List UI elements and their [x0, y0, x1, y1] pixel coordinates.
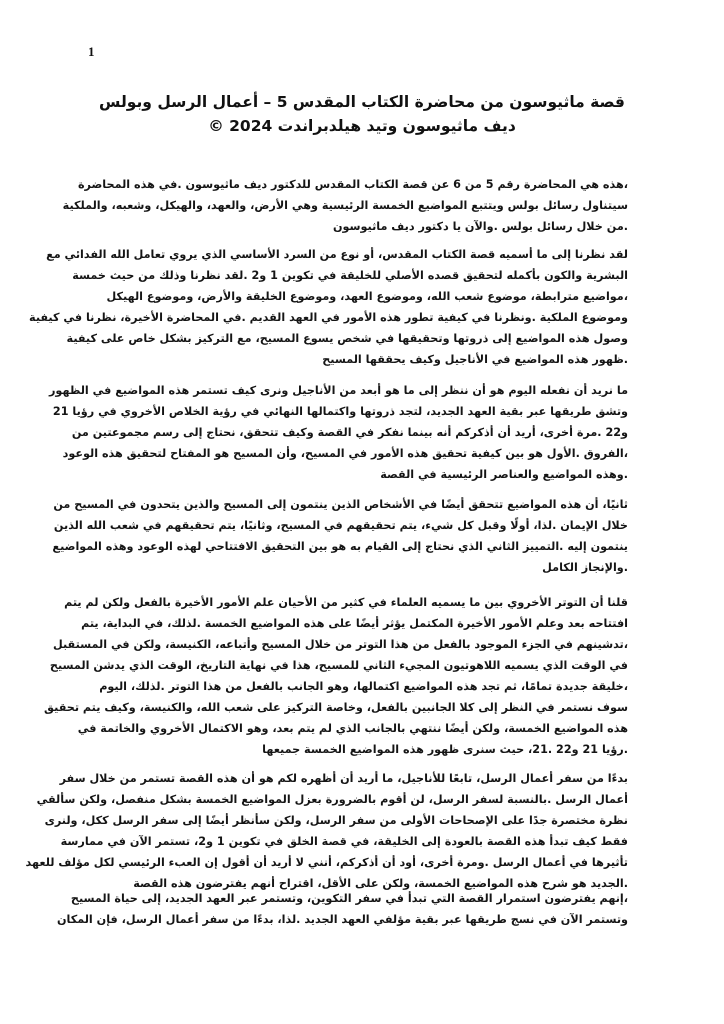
text-line: وتستمر الآن في نسج طريقها عبر بقية مؤلفي العهد الجديد .لذا، بدءًا من سفر أعمال الرسل، فإن المكان [56, 913, 628, 926]
text-line: بدءًا من سفر أعمال الرسل، تابعًا للأناجيل، ما أريد أن أظهره لكم هو أن هذه القصة تستمر من خلال سفر [59, 772, 628, 785]
text-line: البشرية والكون بأكمله لتحقيق قصده الأصلي للخليقة في تكوين 1 و2 .لقد نظرنا وذلك من حيث خمسة [72, 269, 628, 282]
text-line: ثانيًا، أن هذه المواضيع تتحقق أيضًا في الأشخاص الذين ينتمون إلى المسيح والذين يتحدون في المسيح من [53, 498, 628, 511]
text-line: خلال الإيمان .لذا، أولًا وقبل كل شيء، يتم تحقيقهم في المسيح، وثانيًا، يتم تحقيقهم في شعب الله الذين [53, 519, 628, 532]
text-line: افتتاحه بعد وعلم الأمور الأخيرة المكتمل يؤثر أيضًا على هذه المواضيع الخمسة .لذلك، في البداية، يتم [81, 617, 628, 630]
text-line: وموضوع الملكية .ونظرنا في كيفية تطور هذه الأمور في العهد القديم .في المحاضرة الأخيرة، نظرنا في كيفية [29, 311, 628, 324]
text-line: لقد نظرنا إلى ما أسميه قصة الكتاب المقدس، أو نوع من السرد الأساسي الذي يروي تعامل الله الفدائي مع [46, 248, 628, 261]
paragraph-3 [48, 380, 628, 485]
text-line: .ظهور هذه المواضيع في الأناجيل وكيف يحققها المسيح [322, 353, 628, 366]
paragraph-6 [25, 768, 628, 894]
text-line: ،إنهم يفترضون استمرار القصة التي تبدأ في سفر التكوين، وتستمر عبر العهد الجديد، إلى حياة المسيح [70, 892, 628, 905]
document-title [80, 90, 644, 138]
text-line: .الجديد هو شرح هذه المواضيع الخمسة، ولكن على الأقل، اقتراح أنهم يفترضون هذه القصة [133, 877, 628, 890]
text-line: .والإنجاز الكامل [542, 561, 628, 574]
text-line: هذه المواضيع الخمسة، ولكن أيضًا ننتهي بالجانب الذي لم يتم بعد، وهو الاكتمال الأخروي والخاتمة في [77, 722, 628, 735]
text-line: أعمال الرسل .بالنسبة لسفر الرسل، لن أقوم بالضرورة بعزل المواضيع الخمسة بشكل منفصل، ولكن سألقي [36, 793, 628, 806]
text-line: في الوقت الذي يسميه اللاهوتيون المجيء الثاني للمسيح، هذا في نهاية التاريخ، الوقت الذي يدشن المسيح [49, 659, 628, 672]
text-line: ،هذه هي المحاضرة رقم 5 من 6 عن قصة الكتاب المقدس للدكتور ديف ماثيوسون .في هذه المحاضرة [77, 178, 628, 191]
paragraph-7 [56, 888, 628, 930]
paragraph-1 [62, 174, 628, 237]
page-number: 1 [88, 44, 95, 59]
text-line: وتشق طريقها عبر بقية العهد الجديد، لتجد ذروتها واكتمالها النهائي في رؤية الخلاص الأخروي في رؤيا 21 [52, 405, 628, 418]
title-line-2: ديف ماثيوسون وتيد هيلدبراندت 2024 © [208, 117, 516, 135]
text-line: فقط كيف تبدأ هذه القصة بالعودة إلى الخليقة، في قصة الخلق في تكوين 1 و2، تستمر الآن في ممارسة [60, 835, 628, 848]
text-line: .وهذه المواضيع والعناصر الرئيسية في القصة [380, 468, 628, 481]
text-line: و22 .مرة أخرى، أريد أن أذكركم أنه بينما نفكر في القصة وكيف تتحقق، نحتاج إلى رسم مجموعتين من [71, 426, 628, 439]
text-line: سوف نستمر في النظر إلى كلا الجانبين بالفعل، وخاصة التركيز على شعب الله، والكنيسة، وكيف يتم تحقيق [44, 701, 628, 714]
text-line: ،مواضيع مترابطة، موضوع شعب الله، وموضوع العهد، وموضوع الخليقة والأرض، وموضوع الهيكل [106, 290, 628, 303]
text-line: نظرة مختصرة جدًا على الإصحاحات الأولى من سفر الرسل، ولكن سأنظر أيضًا إلى سفر الرسل ككل، ولنرى [44, 814, 628, 827]
text-line: سيتناول رسائل بولس ويتتبع المواضيع الخمسة الرئيسية وهي الأرض، والعهد، والهيكل، وشعبه، والملكية [62, 199, 628, 212]
paragraph-2 [29, 244, 628, 370]
paragraph-5 [44, 592, 628, 760]
text-line: .رؤيا 21 و22 .21، حيث سنرى ظهور هذه المواضيع الخمسة جميعها [262, 743, 628, 756]
text-line: تأثيرها في أعمال الرسل .ومرة أخرى، أود أن أذكركم، أنني لا أريد أن أقول إن العبء الرئيسي لكل مؤلف للعهد [25, 856, 628, 869]
paragraph-4 [52, 494, 628, 578]
text-line: ينتمون إليه .التمييز الثاني الذي نحتاج إلى القيام به هو بين التحقيق الافتتاحي لهذه الوعود وهذه المواضيع [52, 540, 628, 553]
text-line: ،خليقة جديدة تمامًا، ثم تجد هذه المواضيع اكتمالها، وهو الجانب بالفعل من هذا التوتر .لذلك، اليوم [99, 680, 628, 693]
text-line: ،تدشينهم في الجزء الموجود بالفعل من هذا التوتر من خلال المسيح وأتباعه، الكنيسة، ولكن في المستقبل [53, 638, 628, 651]
text-line: ما نريد أن نفعله اليوم هو أن ننظر إلى ما هو أبعد من الأناجيل ونرى كيف تستمر هذه المواضيع في الظهور [48, 384, 628, 397]
text-line: ،الفروق .الأول هو بين كيفية تحقيق هذه الأمور في المسيح، وأن المسيح هو المفتاح لتحقيق هذه الوعود [62, 447, 628, 460]
text-line: قلنا أن التوتر الأخروي بين ما يسميه العلماء في كثير من الأحيان علم الأمور الأخيرة بالفعل ولكن لم يتم [64, 596, 628, 609]
text-line: .من خلال رسائل بولس .والآن يا دكتور ديف ماثيوسون [332, 220, 628, 233]
title-line-1: قصة ماثيوسون من محاضرة الكتاب المقدس 5 – أعمال الرسل وبولس [99, 93, 625, 111]
text-line: وصول هذه المواضيع إلى ذروتها وتحقيقها في شخص يسوع المسيح، مع التركيز بشكل خاص على كيفية [66, 332, 628, 345]
